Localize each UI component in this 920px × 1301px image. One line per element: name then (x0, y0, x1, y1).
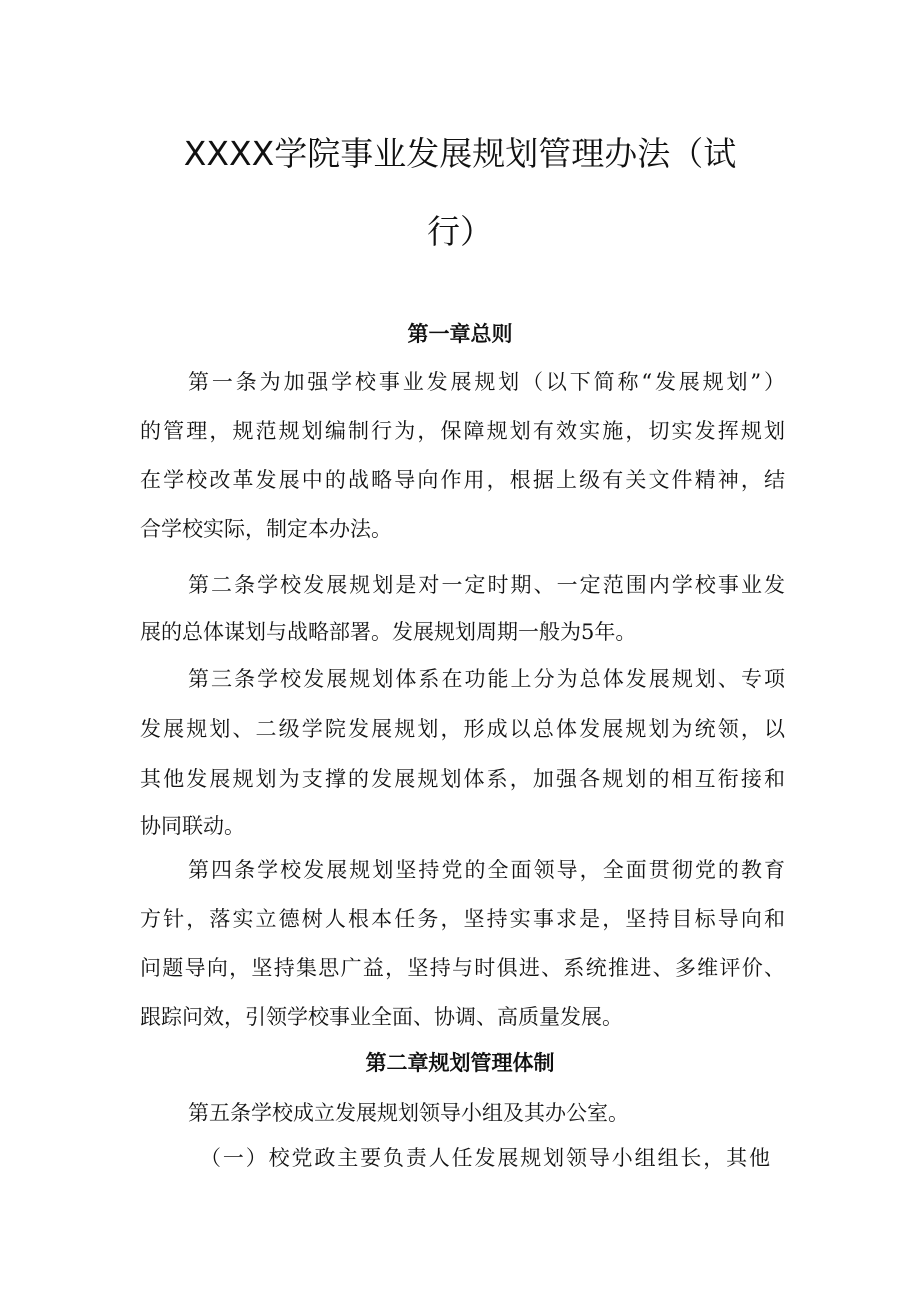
document-title-line-1: XXXX学院事业发展规划管理办法（试 (183, 134, 737, 173)
article-3-line: 其他发展规划为支撑的发展规划体系，加强各规划的相互衔接和 (140, 767, 785, 791)
article-4-line: 方针，落实立德树人根本任务，坚持实事求是，坚持目标导向和 (140, 907, 785, 931)
article-1-line: 的管理，规范规划编制行为，保障规划有效实施，切实发挥规划 (140, 419, 785, 443)
article-4-line: 问题导向，坚持集思广益，坚持与时俱进、系统推进、多维评价、 (140, 956, 785, 980)
chapter-2-heading: 第二章规划管理体制 (365, 1051, 555, 1075)
article-4-line: 跟踪问效，引领学校事业全面、协调、高质量发展。 (140, 1005, 623, 1029)
article-3-line: 第三条学校发展规划体系在功能上分为总体发展规划、专项 (188, 667, 785, 691)
article-2-line: 第二条学校发展规划是对一定时期、一定范围内学校事业发 (188, 573, 785, 597)
article-5-line: 第五条学校成立发展规划领导小组及其办公室。 (188, 1101, 629, 1125)
article-3-line: 发展规划、二级学院发展规划，形成以总体发展规划为统领，以 (140, 717, 785, 741)
article-5-item-1-line: （一）校党政主要负责人任发展规划领导小组组长，其他 (200, 1146, 770, 1170)
article-1-line: 第一条为加强学校事业发展规划（以下简称“发展规划”） (188, 370, 785, 394)
article-3-line: 协同联动。 (140, 814, 245, 838)
chapter-1-heading: 第一章总则 (407, 322, 513, 346)
article-2-line: 展的总体谋划与战略部署。发展规划周期一般为5年。 (140, 620, 637, 644)
article-1-line: 在学校改革发展中的战略导向作用，根据上级有关文件精神，结 (140, 468, 785, 492)
article-4-line: 第四条学校发展规划坚持党的全面领导，全面贯彻党的教育 (188, 858, 785, 882)
document-title-line-2: 行） (427, 212, 493, 251)
article-1-line: 合学校实际，制定本办法。 (140, 517, 392, 541)
